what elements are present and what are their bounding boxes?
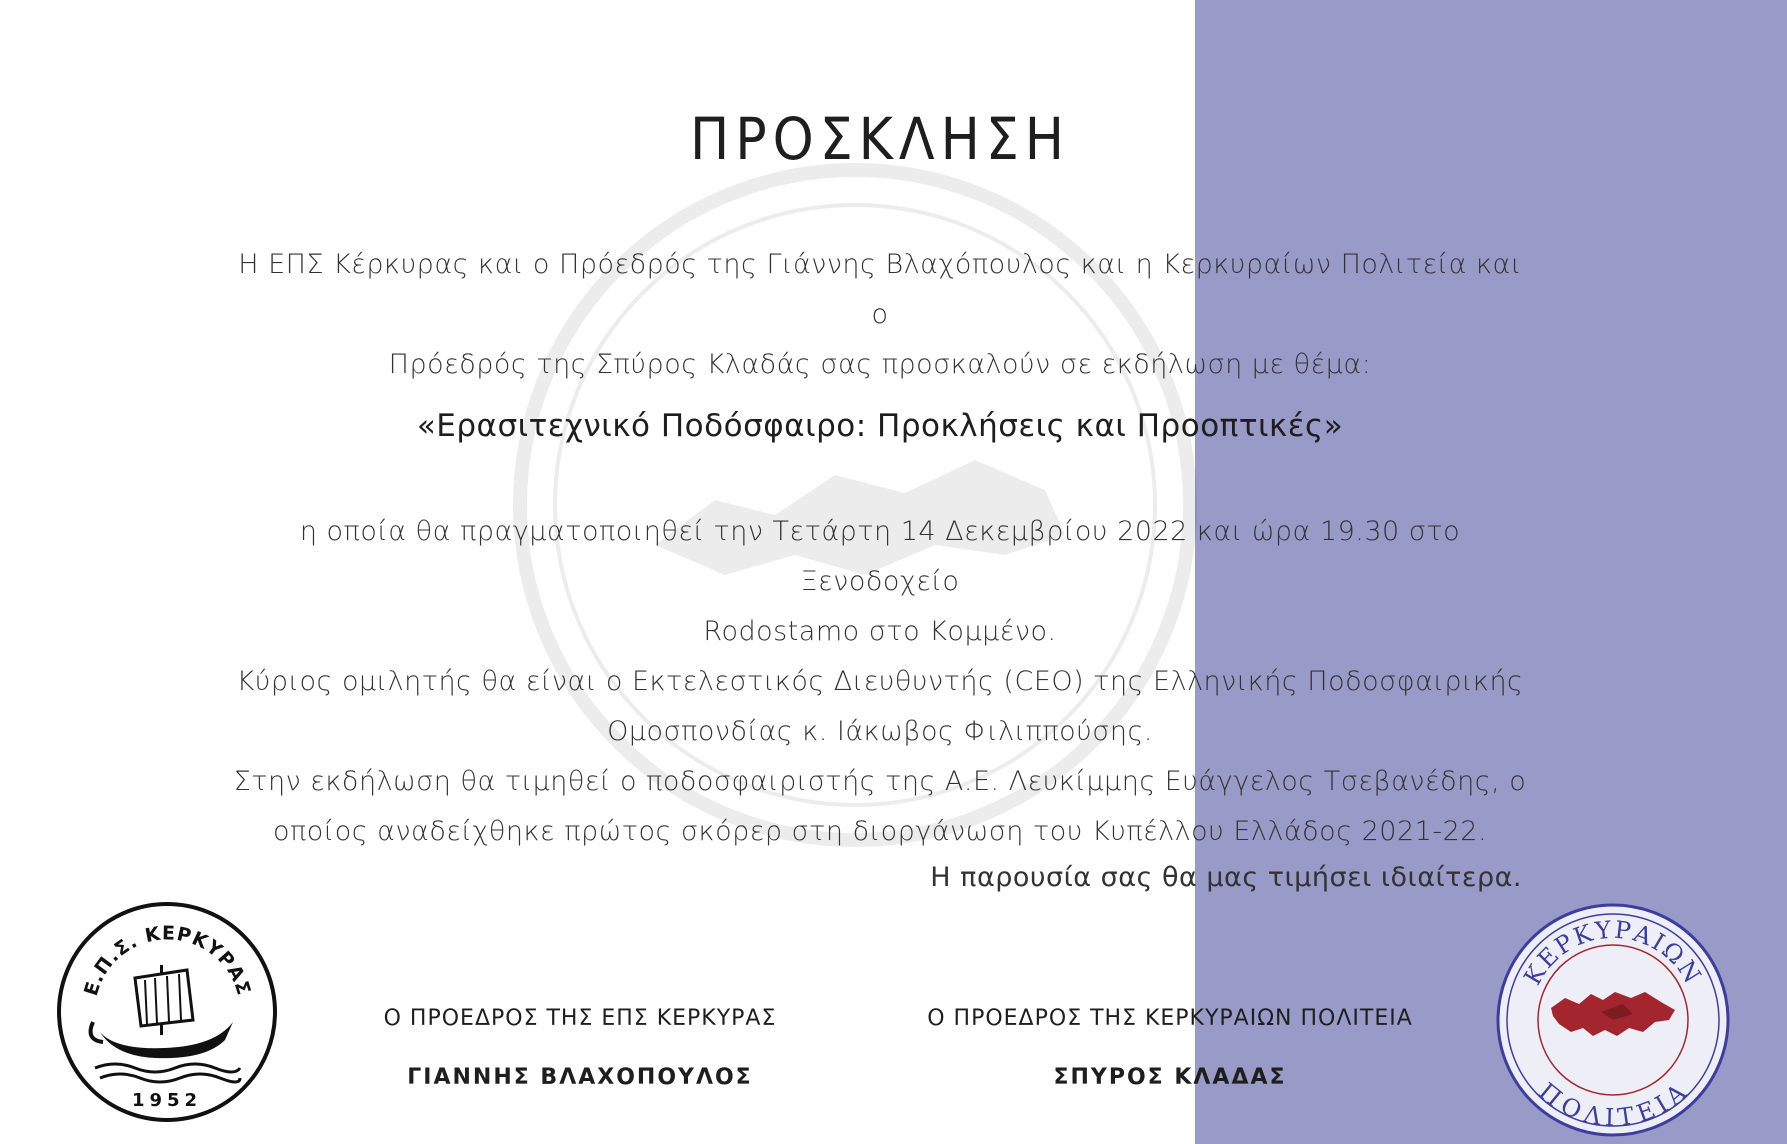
page-title: ΠΡΟΣΚΛΗΣΗ [689, 105, 1071, 173]
event-subject: «Ερασιτεχνικό Ποδόσφαιρο: Προκλήσεις και Προοπτικές» [416, 408, 1344, 444]
intro-paragraph [230, 240, 1530, 390]
intro-line: Η ΕΠΣ Κέρκυρας και ο Πρόεδρός της Γιάννης Βλαχόπουλος και η Κερκυραίων Πολιτεία και ο [238, 249, 1522, 330]
signature-left-name: ΓΙΑΝΝΗΣ ΒΛΑΧΟΠΟΥΛΟΣ [407, 1065, 753, 1090]
signature-right-name: ΣΠΥΡΟΣ ΚΛΑΔΑΣ [1053, 1065, 1287, 1090]
signature-left [335, 1006, 825, 1090]
details-line: οποίος αναδείχθηκε πρώτος σκόρερ στη διοργάνωση του Κυπέλλου Ελλάδος 2021-22. [272, 816, 1488, 847]
closing-line: Η παρουσία σας θα μας τιμήσει ιδιαίτερα. [930, 862, 1522, 893]
logo-left-year: 1952 [131, 1090, 203, 1111]
stamp-bottom-text: ΠΟΛΙΤΕΙΑ [1533, 1077, 1693, 1132]
signature-right-role: Ο ΠΡΟΕΔΡΟΣ ΤΗΣ ΚΕΡΚΥΡΑΙΩΝ ΠΟΛΙΤΕΙΑ [927, 1006, 1413, 1031]
logo-left-top-text: Ε.Π.Σ. ΚΕΡΚΥΡΑΣ [80, 922, 255, 999]
signature-right [925, 1006, 1415, 1090]
intro-line: Πρόεδρός της Σπύρος Κλαδάς σας προσκαλούν σε εκδήλωση με θέμα: [388, 349, 1372, 380]
details-line: Ομοσπονδίας κ. Ιάκωβος Φιλιππούσης. [607, 716, 1153, 747]
details-paragraph [230, 507, 1530, 857]
details-line: Στην εκδήλωση θα τιμηθεί ο ποδοσφαιριστής της Α.Ε. Λευκίμμης Ευάγγελος Τσεβανέδης, ο [233, 766, 1527, 797]
eps-kerkyras-logo [55, 900, 280, 1125]
details-line: Rodostamo στο Κομμένο. [703, 616, 1057, 647]
stamp-top-text: ΚΕΡΚΥΡΑΙΩΝ [1518, 915, 1708, 990]
kerkyraion-politeia-stamp [1493, 900, 1733, 1140]
details-line: η οποία θα πραγματοποιηθεί την Τετάρτη 14 Δεκεμβρίου 2022 και ώρα 19.30 στο Ξενοδοχείο [299, 516, 1461, 597]
signature-left-role: Ο ΠΡΟΕΔΡΟΣ ΤΗΣ ΕΠΣ ΚΕΡΚΥΡΑΣ [383, 1006, 777, 1031]
details-line: Κύριος ομιλητής θα είναι ο Εκτελεστικός Διευθυντής (CEO) της Ελληνικής Ποδοσφαιρικής [236, 666, 1524, 697]
